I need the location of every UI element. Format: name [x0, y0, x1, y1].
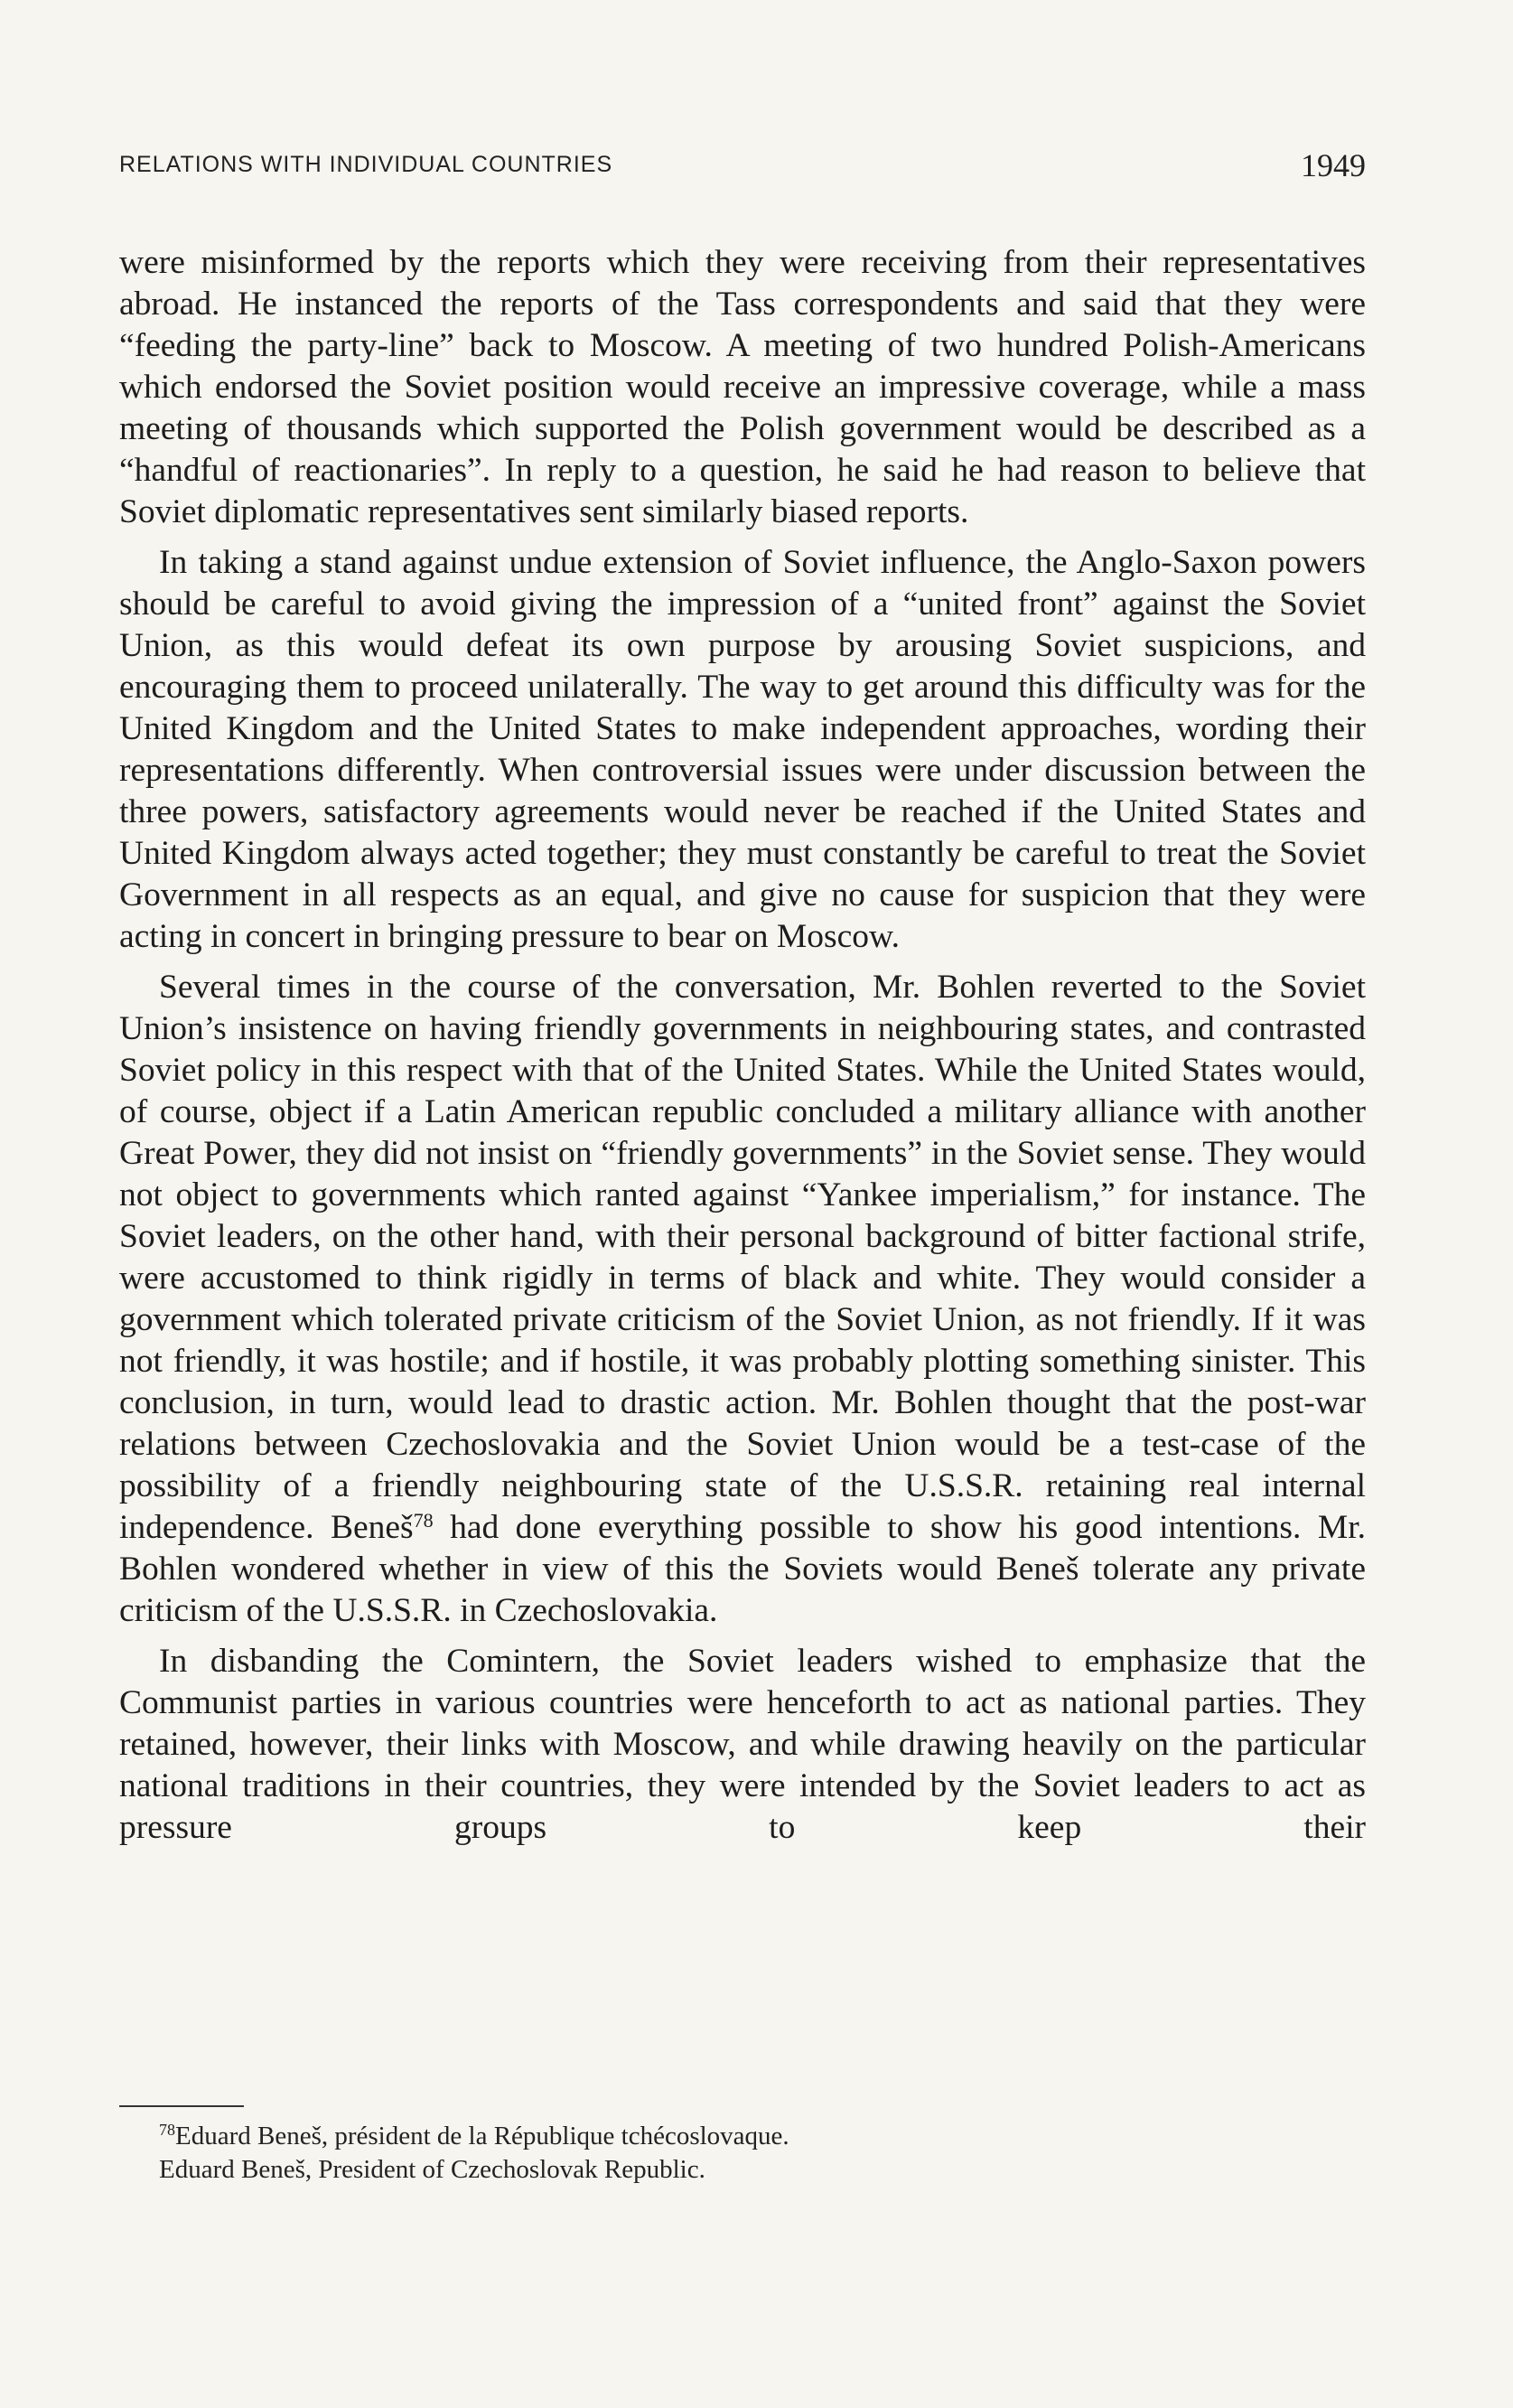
- paragraph-3-text-b: had done everything possible to show his good intentions. Mr. Bohlen wondered whether in view of this the Soviets would Beneš tolerate any private criticism of the U.S.S.R. in Czechoslovakia.: [119, 1509, 1366, 1629]
- footnote-english: Eduard Beneš, President of Czechoslovak Republic.: [159, 2155, 705, 2184]
- paragraph-1: were misinformed by the reports which they were receiving from their representatives abroad. He instanced the reports of the Tass correspondents and said that they were “feeding the party-line” back to Moscow. A meeting of two hundred Polish-Americans which endorsed the Soviet position would receive an impressive coverage, while a mass meeting of thousands which supported the Polish government would be described as a “handful of reactionaries”. In reply to a question, he said he had reason to believe that Soviet diplomatic representatives sent similarly biased reports.: [119, 244, 1366, 530]
- footnote-divider: [119, 2105, 244, 2107]
- footnote-marker: 78: [159, 2121, 175, 2139]
- running-title: RELATIONS WITH INDIVIDUAL COUNTRIES: [119, 152, 613, 177]
- page-number: 1949: [1301, 147, 1366, 183]
- footnote-french: [119, 2120, 1366, 2153]
- footnote-reference-78[interactable]: 78: [413, 1509, 434, 1532]
- running-header: [119, 146, 1366, 183]
- footnotes: [119, 2120, 1366, 2187]
- paragraph-2: In taking a stand against undue extension of Soviet influence, the Anglo-Saxon powers should be careful to avoid giving the impression of a “united front” against the Soviet Union, as this would defeat its own purpose by arousing Soviet suspicions, and encouraging them to proceed unilaterally. The way to get around this difficulty was for the United Kingdom and the United States to make independent approaches, wording their representations differently. When controversial issues were under discussion between the three powers, satisfactory agreements would never be reached if the United States and United Kingdom always acted together; they must constantly be careful to treat the Soviet Government in all respects as an equal, and give no cause for suspicion that they were acting in concert in bringing pressure to bear on Moscow.: [119, 544, 1366, 955]
- paragraph-3-text-a: Several times in the course of the conversation, Mr. Bohlen reverted to the Soviet Union’s insistence on having friendly governments in neighbouring states, and contrasted Soviet policy in this respect with that of the United States. While the United States would, of course, object if a Latin American republic concluded a military alliance with another Great Power, they did not insist on “friendly governments” in the Soviet sense. They would not object to governments which ranted against “Yankee imperialism,” for instance. The Soviet leaders, on the other hand, with their personal background of bitter factional strife, were accustomed to think rigidly in terms of black and white. They would consider a government which tolerated private criticism of the Soviet Union, as not friendly. If it was not friendly, it was hostile; and if hostile, it was probably plotting something sinister. This conclusion, in turn, would lead to drastic action. Mr. Bohlen thought that the post-war relations between Czechoslovakia and the Soviet Union would be a test-case of the possibility of a friendly neighbouring state of the U.S.S.R. retaining real internal independence. Beneš: [119, 969, 1366, 1546]
- paragraph-4: In disbanding the Comintern, the Soviet leaders wished to emphasize that the Communist parties in various countries were henceforth to act as national parties. They retained, however, their links with Moscow, and while drawing heavily on the particular national traditions in their countries, they were intended by the Soviet leaders to act as pressure groups to keep their: [119, 1643, 1366, 1846]
- body-text: [119, 242, 1366, 1858]
- footnote-french-text: Eduard Beneš, président de la République tchécoslovaque.: [175, 2122, 789, 2150]
- paragraph-3: [119, 967, 1366, 1632]
